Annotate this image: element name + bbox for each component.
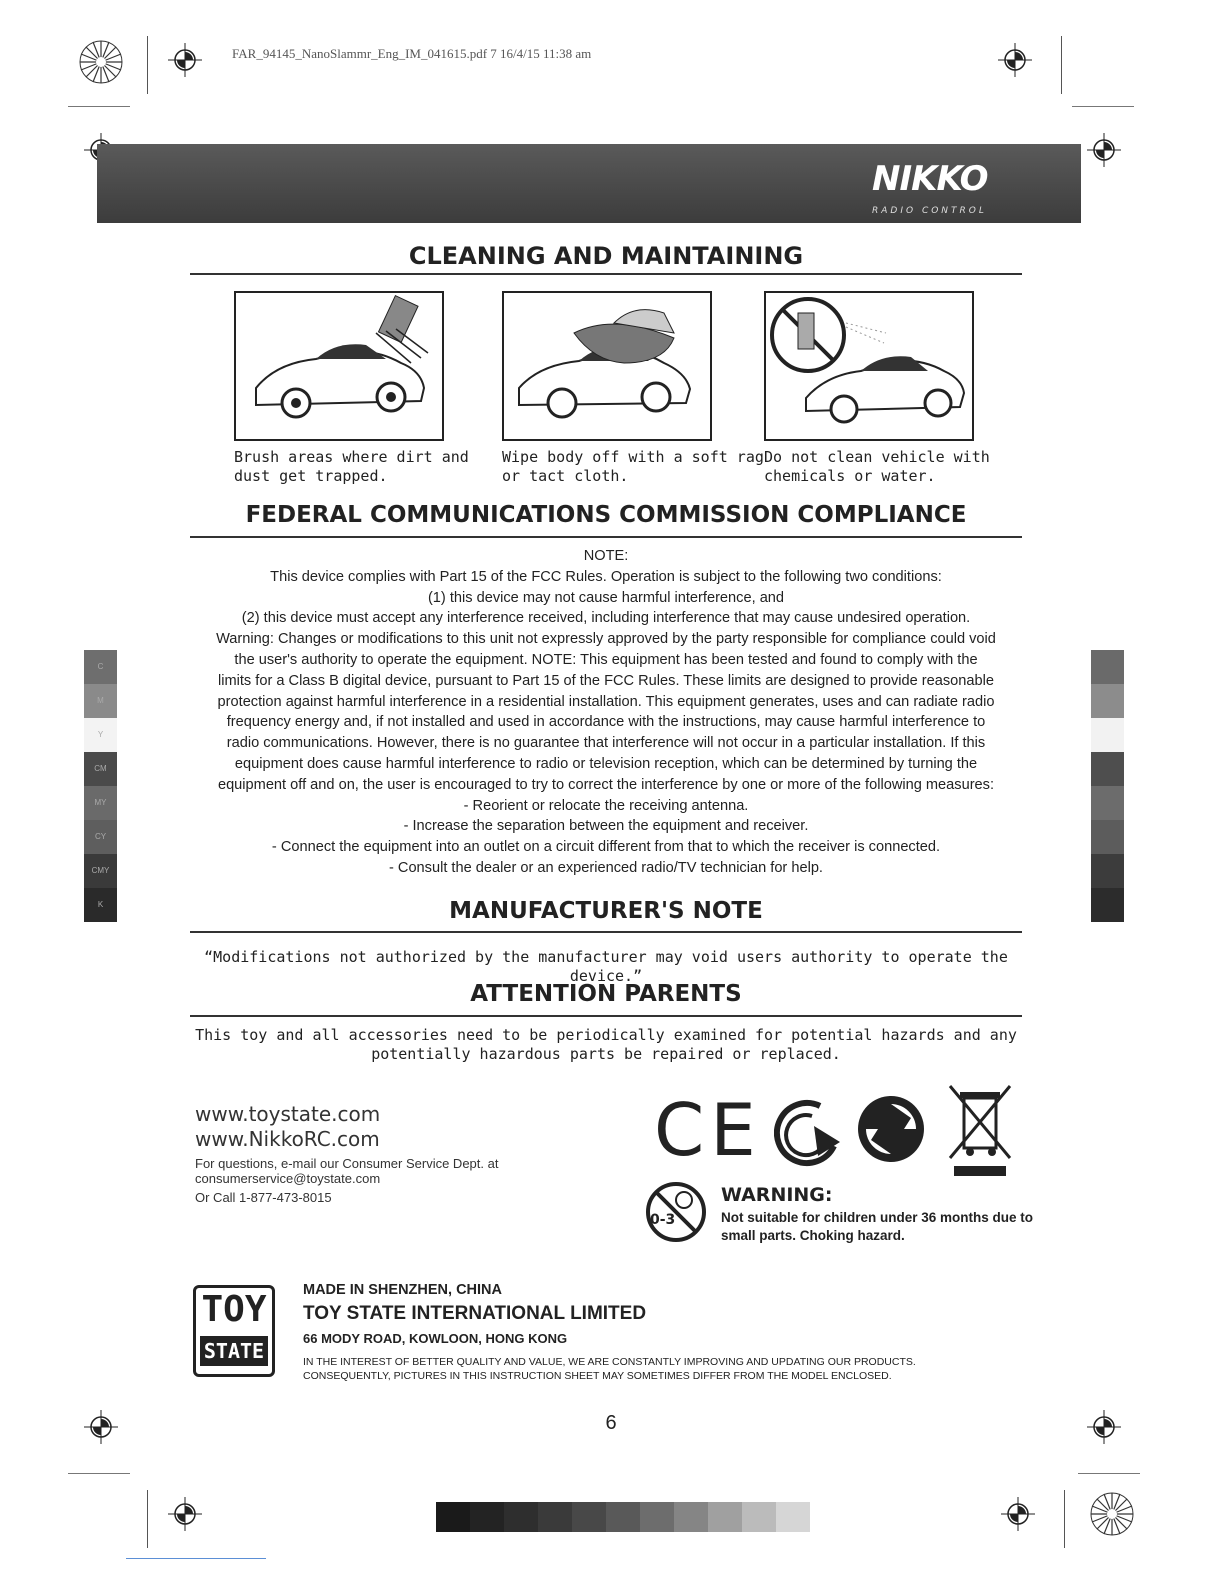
nikkorc-link[interactable]: www.NikkoRC.com: [195, 1127, 380, 1151]
warning-block: [721, 1184, 1033, 1243]
contact-phone: Or Call 1-877-473-8015: [195, 1190, 332, 1205]
company-block: [303, 1282, 916, 1382]
warning-line: Not suitable for children under 36 months due to: [721, 1210, 1034, 1225]
color-swatch: [470, 1502, 504, 1532]
logo-bottom: STATE: [200, 1336, 268, 1366]
fcc-line: the user's authority to operate the equipment. NOTE: This equipment has been tested and found to comply with the: [234, 651, 978, 668]
color-swatch: [1091, 888, 1124, 922]
made-in: MADE IN SHENZHEN, CHINA: [303, 1282, 502, 1298]
color-swatch: K: [84, 888, 117, 922]
color-swatch: [1091, 786, 1124, 820]
logo-text: NIKKO: [872, 159, 988, 199]
color-swatch: [1091, 820, 1124, 854]
warning-title: WARNING:: [721, 1184, 833, 1206]
crop-mark: [1072, 106, 1134, 107]
toystate-link[interactable]: www.toystate.com: [195, 1102, 381, 1126]
color-swatch: [1091, 650, 1124, 684]
fcc-line: frequency energy and, if not installed and used in accordance with the instructions, may cause harmful interference to: [226, 714, 986, 731]
green-dot-icon: [856, 1094, 926, 1164]
fcc-line: protection against harmful interference in a residential installation. This equipment generates, uses and can radiate radio: [217, 693, 995, 710]
color-bar-right: [1091, 650, 1124, 922]
color-swatch: [1091, 854, 1124, 888]
color-swatch: [504, 1502, 538, 1532]
nikko-logo: [872, 160, 1012, 220]
contact-line: For questions, e-mail our Consumer Service Dept. at: [195, 1156, 499, 1171]
fcc-line: - Connect the equipment into an outlet on a circuit different from that to which the receiver is connected.: [271, 839, 941, 856]
contact-email[interactable]: consumerservice@toystate.com: [195, 1171, 381, 1186]
company-name: TOY STATE INTERNATIONAL LIMITED: [303, 1303, 647, 1324]
starburst-icon: [79, 40, 123, 84]
fcc-line: (1) this device may not cause harmful interference, and: [427, 589, 785, 606]
parents-title: ATTENTION PARENTS: [470, 981, 742, 1007]
color-swatch: MY: [84, 786, 117, 820]
caption-wipe: Wipe body off with a soft rag or tact cloth.: [502, 448, 764, 485]
fcc-line: limits for a Class B digital device, pursuant to Part 15 of the FCC Rules. These limits are designed to provide reasonable: [217, 672, 994, 689]
fcc-line: (2) this device must accept any interference received, including interference that may cause undesired operation.: [241, 610, 971, 627]
logo-subtext: RADIO CONTROL: [872, 206, 987, 216]
company-address: 66 MODY ROAD, KOWLOON, HONG KONG: [303, 1331, 568, 1346]
color-swatch: [606, 1502, 640, 1532]
ce-mark: CE: [654, 1088, 762, 1172]
fcc-line: - Increase the separation between the equipment and receiver.: [403, 818, 809, 835]
age-label: 0-3: [650, 1212, 676, 1228]
crop-mark: [68, 1473, 130, 1474]
bottom-edge-line: [126, 1558, 266, 1559]
color-swatch: [674, 1502, 708, 1532]
registration-mark-icon: [84, 1410, 118, 1444]
fcc-line: - Reorient or relocate the receiving antenna.: [463, 797, 749, 814]
fcc-line: - Consult the dealer or an experienced radio/TV technician for help.: [388, 859, 823, 876]
caption-brush: Brush areas where dirt and dust get trapped.: [234, 448, 469, 485]
fcc-line: equipment does cause harmful interference to radio or television reception, which can be determined by turning the: [234, 755, 978, 772]
registration-mark-icon: [1087, 133, 1121, 167]
manufacturer-title: MANUFACTURER'S NOTE: [449, 898, 763, 924]
section-rule: [190, 536, 1022, 538]
color-swatch: [708, 1502, 742, 1532]
fcc-line: NOTE:: [583, 548, 629, 564]
weee-bin-icon: [948, 1082, 1012, 1178]
recycle-symbol-icon: [774, 1096, 846, 1168]
registration-mark-icon: [168, 43, 202, 77]
color-swatch: [1091, 752, 1124, 786]
color-bar-left: [84, 650, 117, 922]
registration-mark-icon: [1087, 1410, 1121, 1444]
color-swatch: CM: [84, 752, 117, 786]
manufacturer-text: “Modifications not authorized by the manufacturer may void users authority to operate the device.”: [204, 948, 1008, 985]
crop-mark: [1061, 36, 1062, 94]
fcc-line: equipment off and on, the user is encouraged to try to correct the interference by one or more of the following measures:: [217, 776, 995, 793]
crop-mark: [1078, 1473, 1140, 1474]
color-swatch: C: [84, 650, 117, 684]
fcc-text: [186, 546, 1026, 879]
caption-no-chemicals: Do not clean vehicle with chemicals or water.: [764, 448, 990, 485]
color-swatch: CMY: [84, 854, 117, 888]
file-info: FAR_94145_NanoSlammr_Eng_IM_041615.pdf 7 16/4/15 11:38 am: [232, 46, 592, 61]
fcc-title: FEDERAL COMMUNICATIONS COMMISSION COMPLIANCE: [245, 502, 967, 528]
section-rule: [190, 1015, 1022, 1017]
fcc-line: Warning: Changes or modifications to this unit not expressly approved by the party responsible for compliance could void: [216, 631, 996, 648]
cleaning-title: CLEANING AND MAINTAINING: [408, 242, 804, 270]
warning-line: small parts. Choking hazard.: [721, 1228, 905, 1243]
color-swatch: [1091, 718, 1124, 752]
wipe-illustration: [502, 291, 712, 441]
color-swatch: M: [84, 684, 117, 718]
crop-mark: [68, 106, 130, 107]
crop-mark: [147, 1490, 148, 1548]
no-chemicals-illustration: [764, 291, 974, 441]
registration-mark-icon: [998, 43, 1032, 77]
color-swatch: Y: [84, 718, 117, 752]
crop-mark: [147, 36, 148, 94]
fcc-line: radio communications. However, there is no guarantee that interference will not occur in a particular installation. If this: [226, 735, 986, 752]
section-rule: [190, 273, 1022, 275]
brush-illustration: [234, 291, 444, 441]
registration-mark-icon: [1001, 1497, 1035, 1531]
age-warning-icon: [644, 1180, 708, 1244]
contact-block: [195, 1102, 498, 1205]
disclaimer: IN THE INTEREST OF BETTER QUALITY AND VALUE, WE ARE CONSTANTLY IMPROVING AND UPDATING OUR PRODUCTS.: [303, 1356, 916, 1368]
color-swatch: [640, 1502, 674, 1532]
color-swatch: [1091, 684, 1124, 718]
color-bar-bottom: [436, 1502, 810, 1532]
color-swatch: [436, 1502, 470, 1532]
section-rule: [190, 931, 1022, 933]
color-swatch: [572, 1502, 606, 1532]
color-swatch: CY: [84, 820, 117, 854]
registration-mark-icon: [168, 1497, 202, 1531]
disclaimer: CONSEQUENTLY, PICTURES IN THIS INSTRUCTION SHEET MAY SOMETIMES DIFFER FROM THE MODEL ENCLOSED.: [303, 1370, 892, 1382]
page-number: 6: [605, 1412, 617, 1434]
parents-text: This toy and all accessories need to be periodically examined for potential hazards and any potentially hazardous parts be repaired or replaced.: [195, 1026, 1017, 1063]
toystate-logo: [193, 1285, 275, 1377]
fcc-line: This device complies with Part 15 of the FCC Rules. Operation is subject to the following two conditions:: [270, 568, 942, 585]
logo-top: TOY: [201, 1289, 267, 1330]
starburst-icon: [1090, 1492, 1134, 1536]
crop-mark: [1064, 1490, 1065, 1548]
color-swatch: [742, 1502, 776, 1532]
color-swatch: [776, 1502, 810, 1532]
color-swatch: [538, 1502, 572, 1532]
